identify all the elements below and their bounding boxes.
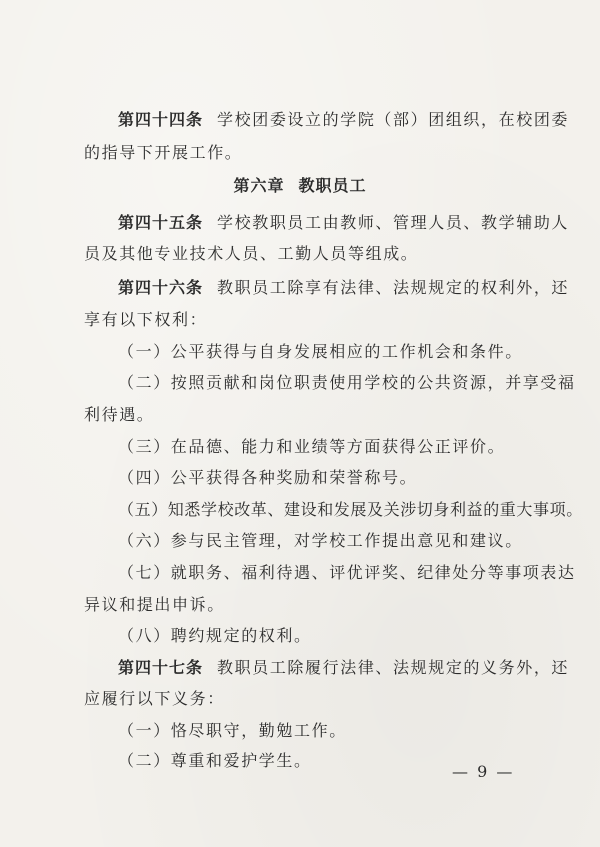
article-47-item-1: （一）恪尽职守，勤勉工作。 [118, 721, 347, 740]
article-44-line-2: 的指导下开展工作。 [84, 143, 243, 162]
article-45-line-1 [0, 212, 600, 234]
article-46-item-8: （八）聘约规定的权利。 [118, 626, 312, 645]
page-number: — 9 — [452, 762, 515, 781]
article-44-line-1 [0, 109, 600, 131]
article-46-item-5: （五）知悉学校改革、建设和发展及关涉切身利益的重大事项。 [118, 500, 583, 519]
article-44-title: 第四十四条 [118, 110, 204, 129]
chapter-name: 教职员工 [298, 176, 367, 195]
article-46-line-1 [0, 277, 600, 299]
chapter-heading [0, 175, 600, 197]
article-47-title: 第四十七条 [118, 658, 204, 677]
article-45-text-1: 学校教职员工由教师、管理人员、教学辅助人 [217, 213, 570, 232]
article-46-item-1: （一）公平获得与自身发展相应的工作机会和条件。 [118, 342, 523, 361]
article-46-item-6: （六）参与民主管理，对学校工作提出意见和建议。 [118, 531, 523, 550]
article-47-line-2: 应履行以下义务： [84, 689, 225, 708]
chapter-number: 第六章 [233, 176, 285, 195]
article-46-item-7: （七）就职务、福利待遇、评优评奖、纪律处分等事项表达 [118, 563, 576, 582]
article-46-item-7-cont: 异议和提出申诉。 [84, 595, 225, 614]
article-44-text-1: 学校团委设立的学院（部）团组织，在校团委 [217, 110, 570, 129]
article-46-line-2: 享有以下权利： [84, 310, 208, 329]
article-45-title: 第四十五条 [118, 213, 204, 232]
article-46-item-4: （四）公平获得各种奖励和荣誉称号。 [118, 468, 418, 487]
article-45-line-2: 员及其他专业技术人员、工勤人员等组成。 [84, 244, 419, 263]
article-47-item-2: （二）尊重和爱护学生。 [118, 751, 312, 770]
article-47-line-1 [0, 657, 600, 679]
article-46-item-3: （三）在品德、能力和业绩等方面获得公正评价。 [118, 437, 506, 456]
article-46-text-1: 教职员工除享有法律、法规规定的权利外，还 [217, 278, 570, 297]
article-46-item-2: （二）按照贡献和岗位职责使用学校的公共资源，并享受福 [118, 373, 576, 392]
article-46-item-2-cont: 利待遇。 [84, 405, 155, 424]
article-46-title: 第四十六条 [118, 278, 204, 297]
article-47-text-1: 教职员工除履行法律、法规规定的义务外，还 [217, 658, 570, 677]
